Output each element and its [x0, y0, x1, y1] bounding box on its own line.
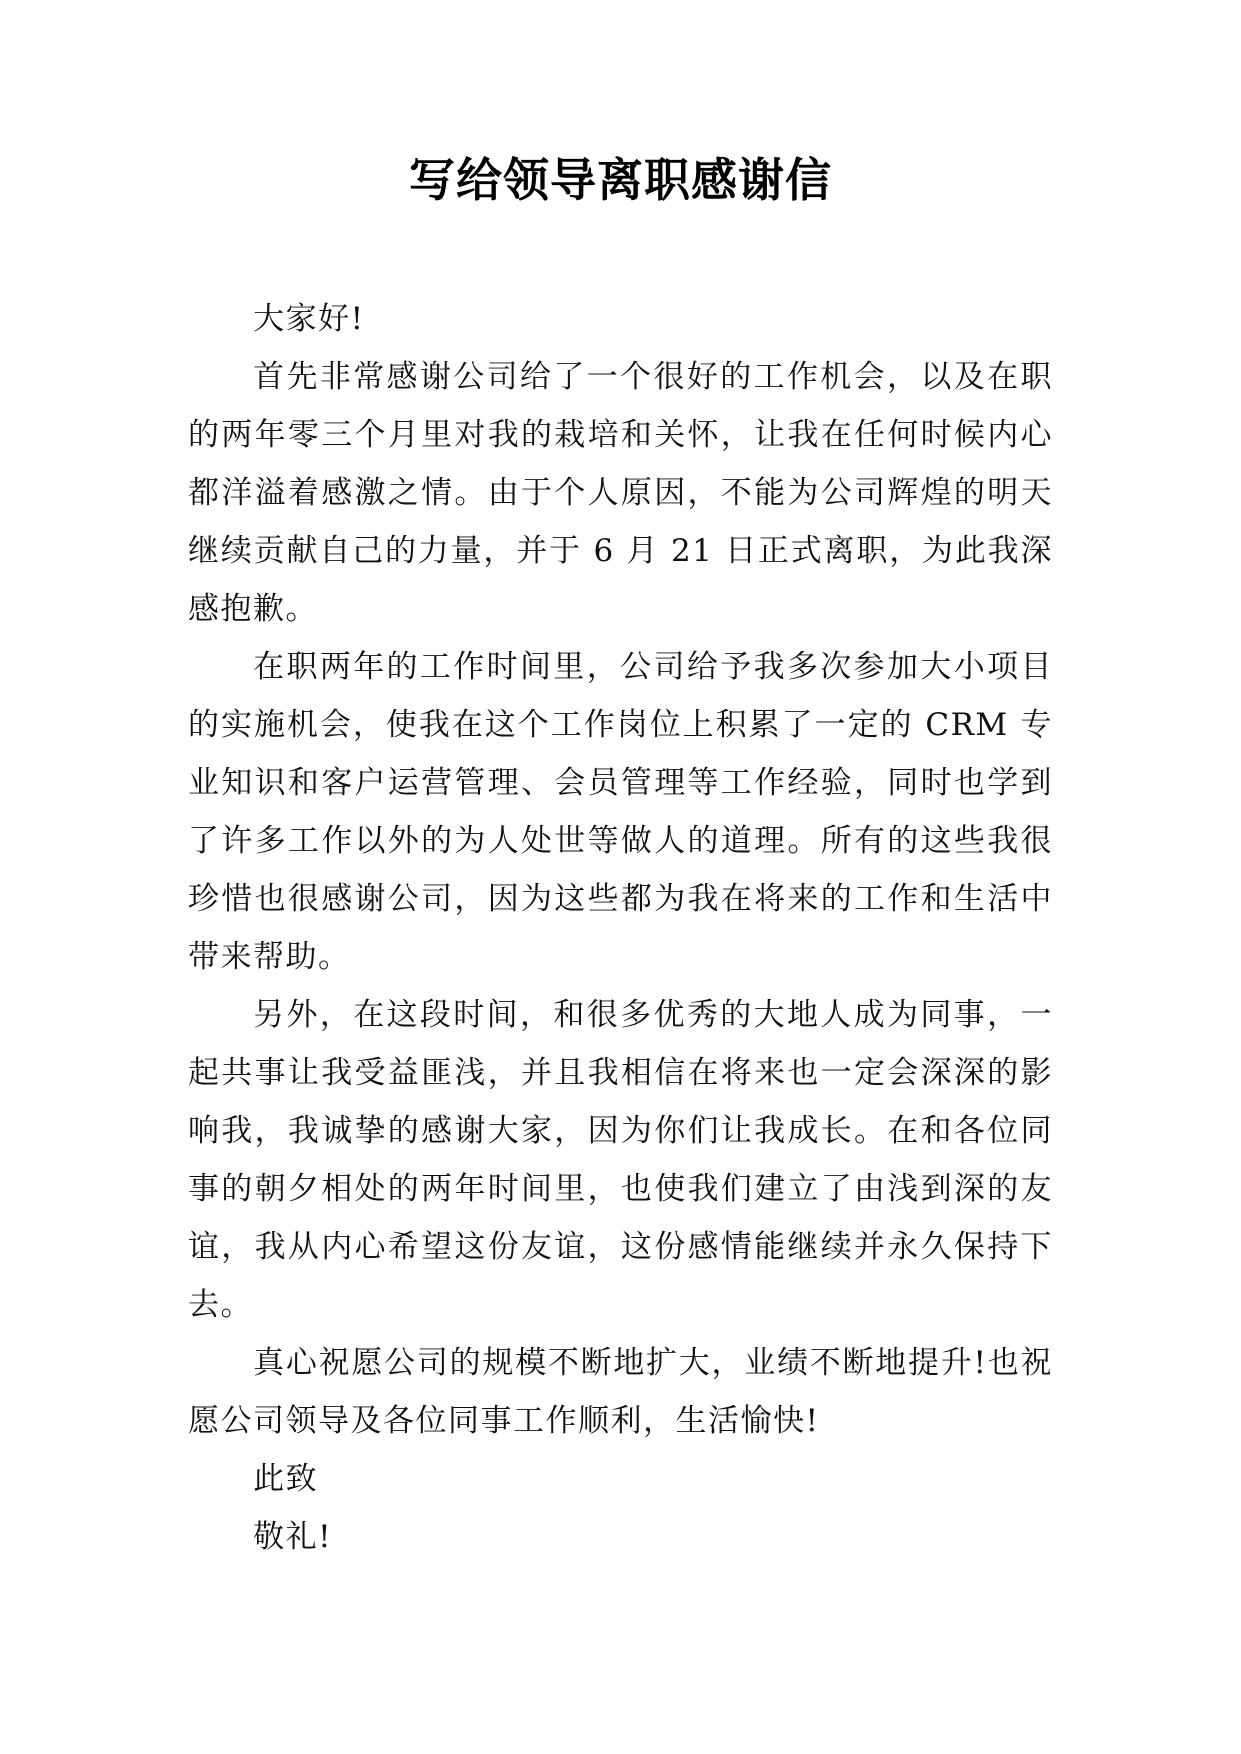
closing-salutation: 此致 [253, 1461, 319, 1497]
paragraph-wishes: 真心祝愿公司的规模不断地扩大，业绩不断地提升!也祝愿公司领导及各位同事工作顺利，生活愉快! [188, 1345, 1053, 1439]
greeting: 大家好! [253, 301, 365, 337]
letter-body [188, 290, 1053, 1566]
document-title: 写给领导离职感谢信 [409, 153, 832, 207]
paragraph-thanks: 首先非常感谢公司给了一个很好的工作机会，以及在职的两年零三个月里对我的栽培和关怀，让我在任何时候内心都洋溢着感激之情。由于个人原因，不能为公司辉煌的明天继续贡献自己的力量，并于 6 月 21 日正式离职，为此我深感抱歉。 [188, 359, 1053, 627]
paragraph-colleagues: 另外，在这段时间，和很多优秀的大地人成为同事，一起共事让我受益匪浅，并且我相信在将来也一定会深深的影响我，我诚挚的感谢大家，因为你们让我成长。在和各位同事的朝夕相处的两年时间里，也使我们建立了由浅到深的友谊，我从内心希望这份友谊，这份感情能继续并永久保持下去。 [188, 997, 1053, 1323]
paragraph-experience: 在职两年的工作时间里，公司给予我多次参加大小项目的实施机会，使我在这个工作岗位上积累了一定的 CRM 专业知识和客户运营管理、会员管理等工作经验，同时也学到了许多工作以外的为人处世等做人的道理。所有的这些我很珍惜也很感谢公司，因为这些都为我在将来的工作和生活中带来帮助。 [188, 649, 1053, 975]
closing-regards: 敬礼! [253, 1519, 333, 1555]
